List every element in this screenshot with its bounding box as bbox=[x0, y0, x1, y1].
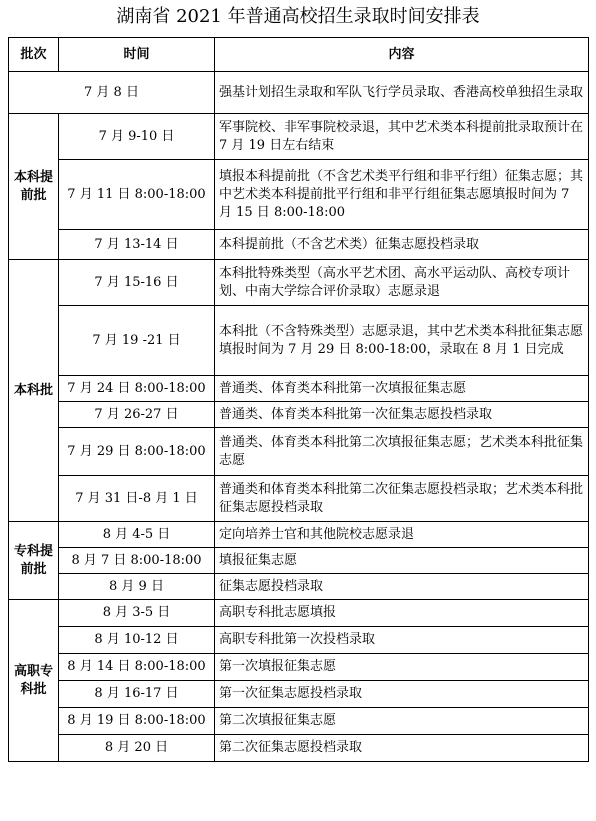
table-row bbox=[9, 72, 589, 114]
content-cell: 第一次征集志愿投档录取 bbox=[215, 681, 589, 708]
table-row bbox=[9, 735, 589, 762]
header-time: 时间 bbox=[59, 38, 215, 72]
header-batch: 批次 bbox=[9, 38, 59, 72]
content-cell: 填报本科提前批（不含艺术类平行组和非平行组）征集志愿；其中艺术类本科提前批平行组和非平行组征集志愿填报时间为 7 月 15 日 8:00-18:00 bbox=[215, 160, 589, 230]
table-row bbox=[9, 376, 589, 402]
table-row bbox=[9, 522, 589, 548]
time-cell: 8 月 16-17 日 bbox=[59, 681, 215, 708]
content-cell: 第二次征集志愿投档录取 bbox=[215, 735, 589, 762]
table-row bbox=[9, 627, 589, 654]
table-row bbox=[9, 114, 589, 160]
table-row bbox=[9, 574, 589, 600]
table-row bbox=[9, 600, 589, 627]
table-row bbox=[9, 681, 589, 708]
table-row bbox=[9, 160, 589, 230]
table-header-row bbox=[9, 38, 589, 72]
time-cell: 7 月 29 日 8:00-18:00 bbox=[59, 428, 215, 476]
table-row bbox=[9, 428, 589, 476]
content-cell: 填报征集志愿 bbox=[215, 548, 589, 574]
batch-cell: 高职专科批 bbox=[9, 600, 59, 762]
time-cell: 8 月 9 日 bbox=[59, 574, 215, 600]
table-row bbox=[9, 230, 589, 260]
content-cell: 第二次填报征集志愿 bbox=[215, 708, 589, 735]
time-cell: 8 月 7 日 8:00-18:00 bbox=[59, 548, 215, 574]
time-cell: 8 月 10-12 日 bbox=[59, 627, 215, 654]
time-cell: 8 月 19 日 8:00-18:00 bbox=[59, 708, 215, 735]
content-cell: 普通类、体育类本科批第一次征集志愿投档录取 bbox=[215, 402, 589, 428]
table-row bbox=[9, 708, 589, 735]
content-cell: 强基计划招生录取和军队飞行学员录取、香港高校单独招生录取 bbox=[215, 72, 589, 114]
time-cell: 8 月 14 日 8:00-18:00 bbox=[59, 654, 215, 681]
batch-cell: 专科提前批 bbox=[9, 522, 59, 600]
content-cell: 本科批（不含特殊类型）志愿录退，其中艺术类本科批征集志愿填报时间为 7 月 29 日 8:00-18:00，录取在 8 月 1 日完成 bbox=[215, 306, 589, 376]
content-cell: 定向培养士官和其他院校志愿录退 bbox=[215, 522, 589, 548]
time-cell: 7 月 9-10 日 bbox=[59, 114, 215, 160]
content-cell: 普通类、体育类本科批第二次填报征集志愿；艺术类本科批征集志愿 bbox=[215, 428, 589, 476]
time-cell: 7 月 11 日 8:00-18:00 bbox=[59, 160, 215, 230]
time-cell: 7 月 13-14 日 bbox=[59, 230, 215, 260]
table-row bbox=[9, 260, 589, 306]
table-row bbox=[9, 654, 589, 681]
time-cell: 7 月 15-16 日 bbox=[59, 260, 215, 306]
content-cell: 高职专科批志愿填报 bbox=[215, 600, 589, 627]
table-row bbox=[9, 306, 589, 376]
content-cell: 高职专科批第一次投档录取 bbox=[215, 627, 589, 654]
batch-cell: 本科提前批 bbox=[9, 114, 59, 260]
time-cell: 7 月 8 日 bbox=[9, 72, 215, 114]
time-cell: 7 月 26-27 日 bbox=[59, 402, 215, 428]
table-row bbox=[9, 476, 589, 522]
time-cell: 8 月 4-5 日 bbox=[59, 522, 215, 548]
page-title: 湖南省 2021 年普通高校招生录取时间安排表 bbox=[116, 6, 480, 27]
table-row bbox=[9, 548, 589, 574]
time-cell: 7 月 24 日 8:00-18:00 bbox=[59, 376, 215, 402]
content-cell: 本科提前批（不含艺术类）征集志愿投档录取 bbox=[215, 230, 589, 260]
schedule-table bbox=[8, 37, 589, 762]
batch-cell: 本科批 bbox=[9, 260, 59, 522]
content-cell: 本科批特殊类型（高水平艺术团、高水平运动队、高校专项计划、中南大学综合评价录取）志愿录退 bbox=[215, 260, 589, 306]
content-cell: 第一次填报征集志愿 bbox=[215, 654, 589, 681]
header-content: 内容 bbox=[215, 38, 589, 72]
time-cell: 8 月 20 日 bbox=[59, 735, 215, 762]
time-cell: 7 月 31 日-8 月 1 日 bbox=[59, 476, 215, 522]
content-cell: 军事院校、非军事院校录退，其中艺术类本科提前批录取预计在 7 月 19 日左右结束 bbox=[215, 114, 589, 160]
content-cell: 征集志愿投档录取 bbox=[215, 574, 589, 600]
content-cell: 普通类、体育类本科批第一次填报征集志愿 bbox=[215, 376, 589, 402]
time-cell: 7 月 19 -21 日 bbox=[59, 306, 215, 376]
content-cell: 普通类和体育类本科批第二次征集志愿投档录取；艺术类本科批征集志愿投档录取 bbox=[215, 476, 589, 522]
table-row bbox=[9, 402, 589, 428]
time-cell: 8 月 3-5 日 bbox=[59, 600, 215, 627]
